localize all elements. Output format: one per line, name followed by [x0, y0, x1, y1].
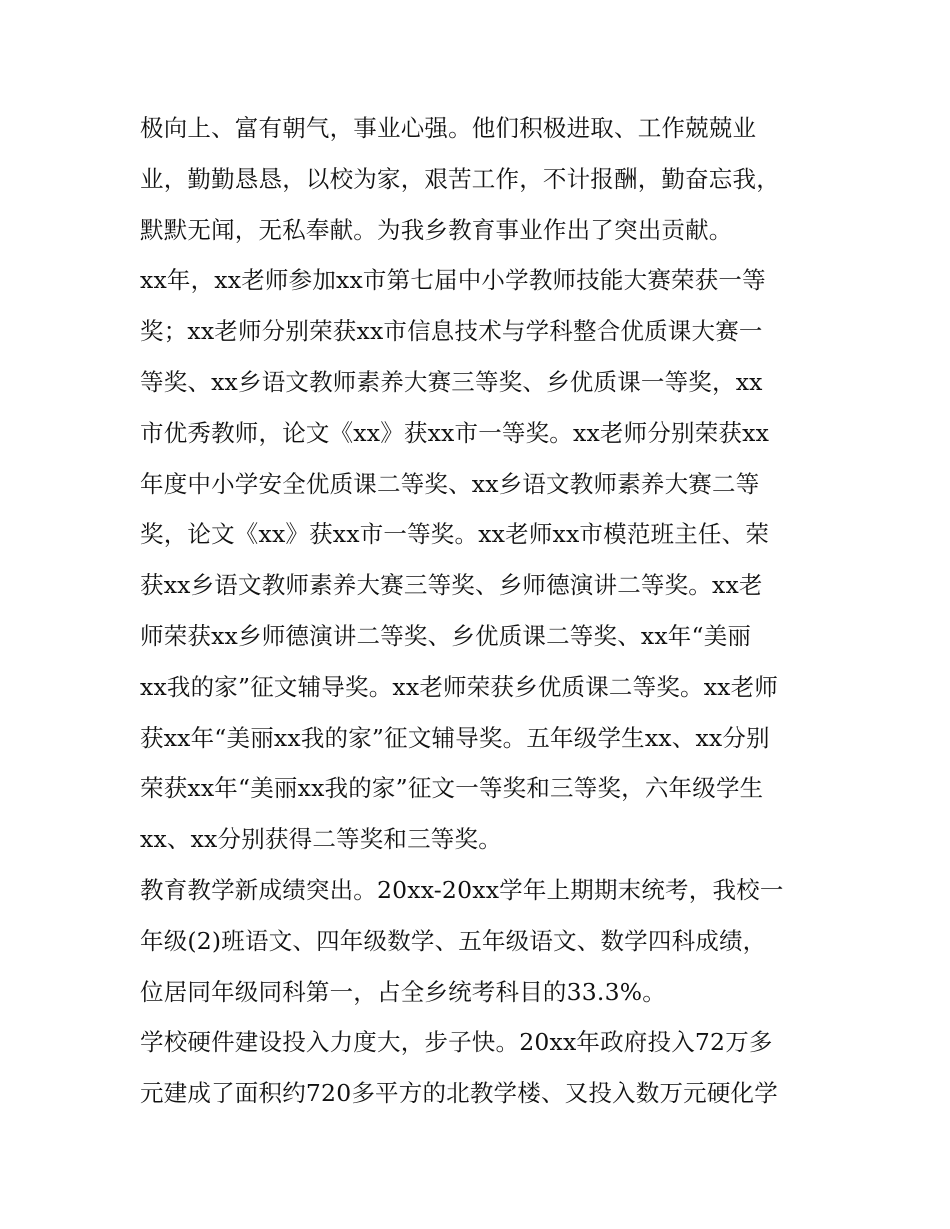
- text-line: 默默无闻，无私奉献。为我乡教育事业作出了突出贡献。: [140, 215, 733, 244]
- text-line: 位居同年级同科第一，占全乡统考科目的33.3%。: [140, 977, 666, 1006]
- text-line: xx、xx分别获得二等奖和三等奖。: [140, 825, 502, 854]
- text-line: 等奖、xx乡语文教师素养大赛三等奖、乡优质课一等奖，xx: [140, 367, 763, 396]
- text-line: 业，勤勤恳恳，以校为家，艰苦工作，不计报酬，勤奋忘我，: [140, 164, 780, 193]
- text-line: 师荣获xx乡师德演讲二等奖、乡优质课二等奖、xx年“美丽: [140, 621, 752, 650]
- text-line: 元建成了面积约720多平方的北教学楼、又投入数万元硬化学: [140, 1079, 778, 1108]
- text-line: xx年，xx老师参加xx市第七届中小学教师技能大赛荣获一等: [140, 266, 766, 295]
- text-line: 年度中小学安全优质课二等奖、xx乡语文教师素养大赛二等: [140, 469, 760, 498]
- text-line: 获xx年“美丽xx我的家”征文辅导奖。五年级学生xx、xx分别: [140, 723, 770, 752]
- text-line: 年级(2)班语文、四年级数学、五年级语文、数学四科成绩，: [140, 926, 767, 955]
- text-line: 学校硬件建设投入力度大，步子快。20xx年政府投入72万多: [140, 1028, 773, 1057]
- document-body: [140, 103, 820, 1119]
- text-line: 教育教学新成绩突出。20xx-20xx学年上期期末统考，我校一: [140, 875, 784, 904]
- text-line: 极向上、富有朝气，事业心强。他们积极进取、工作兢兢业: [140, 114, 757, 142]
- text-line: 奖；xx老师分别荣获xx市信息技术与学科整合优质课大赛一: [140, 317, 763, 346]
- text-line: xx我的家”征文辅导奖。xx老师荣获乡优质课二等奖。xx老师: [140, 672, 779, 701]
- text-line: 荣获xx年“美丽xx我的家”征文一等奖和三等奖，六年级学生: [140, 774, 764, 803]
- text-line: 市优秀教师，论文《xx》获xx市一等奖。xx老师分别荣获xx: [140, 418, 770, 447]
- text-line: 奖，论文《xx》获xx市一等奖。xx老师xx市模范班主任、荣: [140, 520, 770, 549]
- text-line: 获xx乡语文教师素养大赛三等奖、乡师德演讲二等奖。xx老: [140, 571, 763, 600]
